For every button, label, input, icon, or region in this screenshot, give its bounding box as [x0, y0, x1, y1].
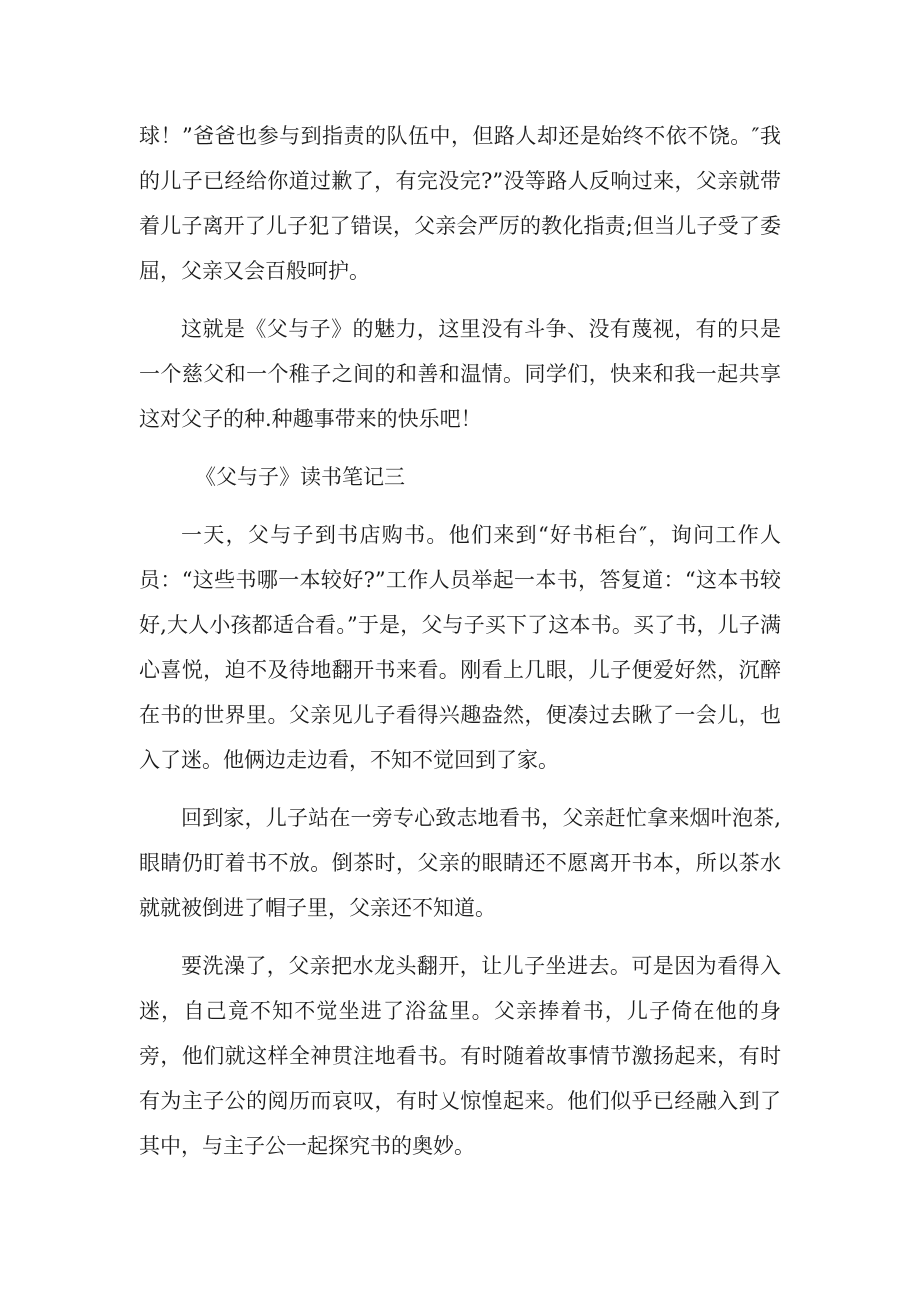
paragraph-home-tea: 回到家，儿子站在一旁专心致志地看书，父亲赶忙拿来烟叶泡茶,眼睛仍盯着书不放。倒茶时，父亲的眼睛还不愿离开书本，所以茶水就就被倒进了帽子里，父亲还不知道。	[139, 806, 781, 920]
paragraph-continuation: 球！”爸爸也参与到指责的队伍中，但路人却还是始终不依不饶。″我的儿子已经给你道过歉了，有完没完?”没等路人反响过来，父亲就带着儿子离开了儿子犯了错误，父亲会严厉的教化指责;但当儿子受了委屈，父亲又会百般呵护。	[139, 124, 781, 283]
paragraph-bookstore: 一天，父与子到书店购书。他们来到“好书柜台″，询问工作人员：“这些书哪一本较好?”工作人员举起一本书，答复道：“这本书较好,大人小孩都适合看。”于是，父与子买下了这本书。买了书，儿子满心喜悦，迫不及待地翻开书来看。刚看上几眼，儿子便爱好然，沉醉在书的世界里。父亲见儿子看得兴趣盎然，便凑过去瞅了一会儿，也入了迷。他俩边走边看，不知不觉回到了家。	[139, 523, 781, 772]
document-body	[139, 114, 781, 1182]
section-heading: 《父与子》读书笔记三	[195, 465, 405, 489]
paragraph-bath: 要洗澡了，父亲把水龙头翻开，让儿子坐进去。可是因为看得入迷，自己竟不知不觉坐进了浴盆里。父亲捧着书，儿子倚在他的身旁，他们就这样全神贯注地看书。有时随着故事情节激扬起来，有时有为主子公的阅历而哀叹，有时乂惊惶起来。他们似乎已经融入到了其中，与主子公一起探究书的奥妙。	[139, 954, 781, 1158]
paragraph-summary: 这就是《父与子》的魅力，这里没有斗争、没有蔑视，有的只是一个慈父和一个稚子之间的和善和温情。同学们，快来和我一起共享这对父子的种.种趣事带来的快乐吧！	[139, 317, 781, 431]
